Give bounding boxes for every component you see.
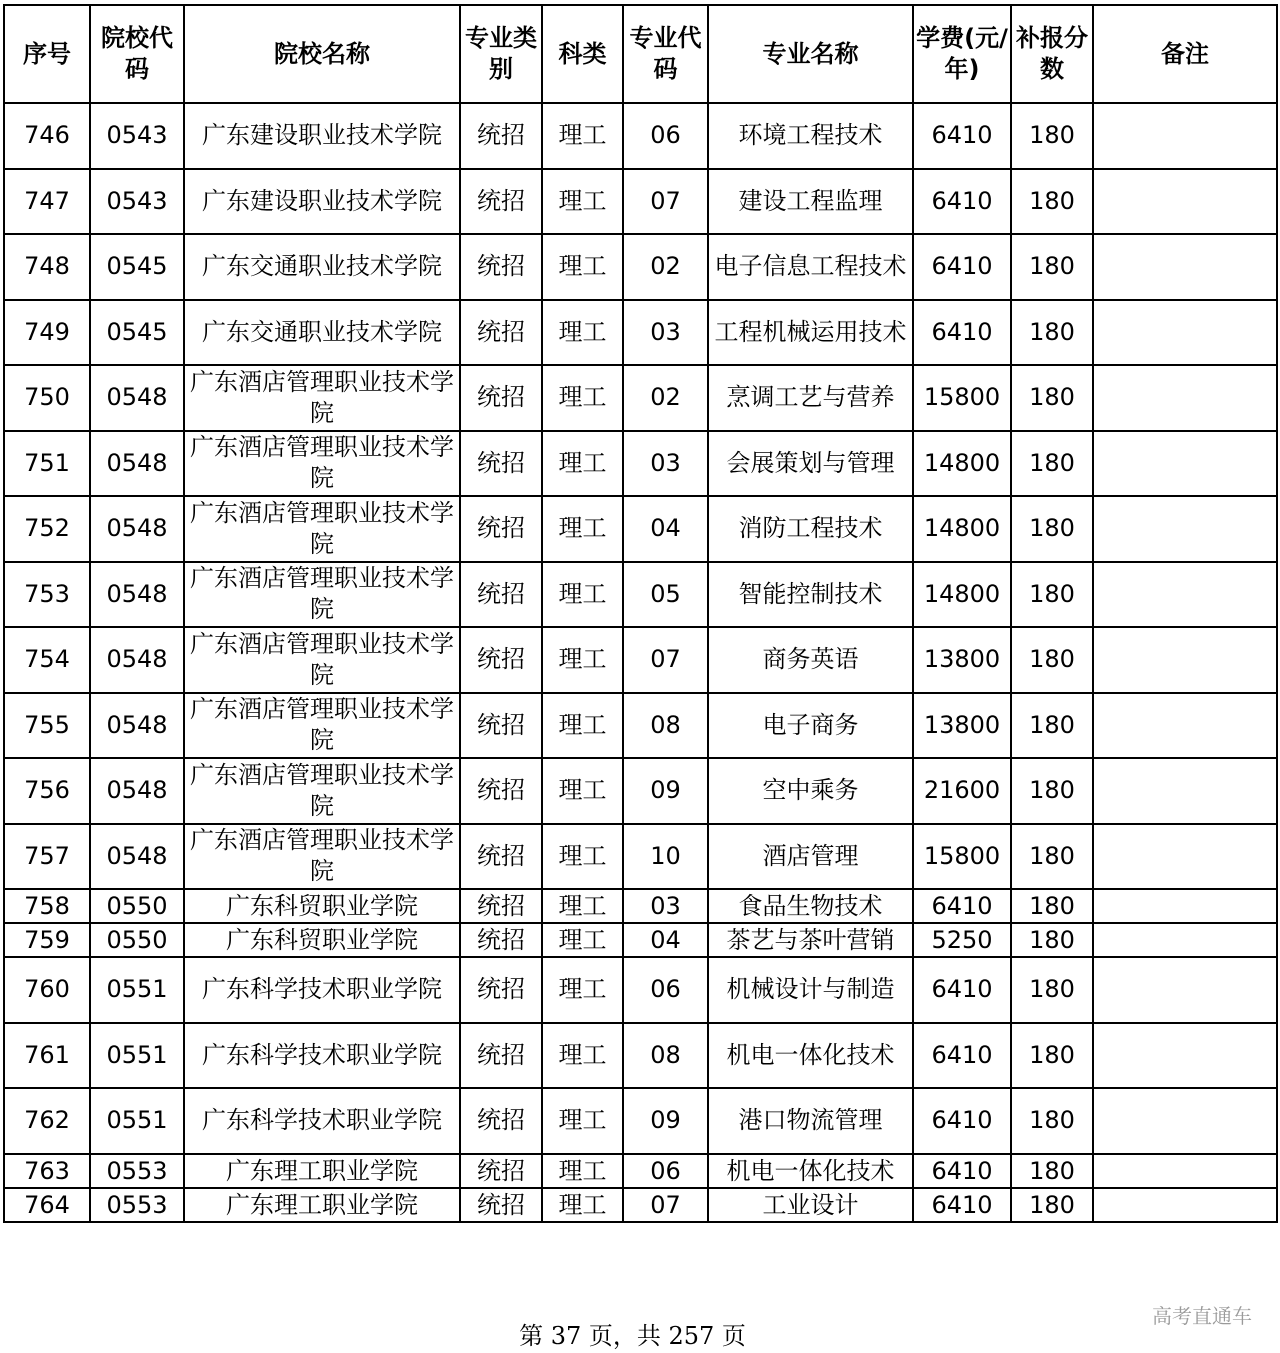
cell-category: 统招: [460, 1088, 542, 1154]
table-row: [4, 889, 1277, 923]
cell-track: 理工: [542, 923, 623, 957]
cell-major-name: 空中乘务: [708, 758, 913, 824]
cell-track: 理工: [542, 957, 623, 1023]
cell-tuition: 14800: [913, 562, 1011, 628]
cell-track: 理工: [542, 693, 623, 759]
table-row: [4, 627, 1277, 693]
cell-tuition: 6410: [913, 1088, 1011, 1154]
cell-tuition: 6410: [913, 169, 1011, 235]
cell-major-name: 环境工程技术: [708, 103, 913, 169]
cell-track: 理工: [542, 496, 623, 562]
cell-school-name: 广东酒店管理职业技术学院: [184, 627, 460, 693]
cell-category: 统招: [460, 693, 542, 759]
cell-major-name: 茶艺与茶叶营销: [708, 923, 913, 957]
cell-track: 理工: [542, 562, 623, 628]
cell-school-name: 广东酒店管理职业技术学院: [184, 562, 460, 628]
cell-seq: 758: [4, 889, 90, 923]
cell-major-name: 消防工程技术: [708, 496, 913, 562]
cell-tuition: 15800: [913, 824, 1011, 890]
cell-category: 统招: [460, 562, 542, 628]
cell-school-code: 0550: [90, 923, 184, 957]
cell-track: 理工: [542, 234, 623, 300]
table-row: [4, 169, 1277, 235]
cell-major-name: 商务英语: [708, 627, 913, 693]
cell-score: 180: [1011, 234, 1093, 300]
cell-category: 统招: [460, 103, 542, 169]
header-school-code: 院校代码: [90, 5, 184, 103]
cell-track: 理工: [542, 889, 623, 923]
cell-score: 180: [1011, 365, 1093, 431]
cell-score: 180: [1011, 1188, 1093, 1222]
cell-tuition: 13800: [913, 693, 1011, 759]
cell-seq: 750: [4, 365, 90, 431]
cell-seq: 763: [4, 1154, 90, 1188]
cell-major-code: 07: [623, 627, 708, 693]
cell-major-code: 09: [623, 1088, 708, 1154]
header-major-code: 专业代码: [623, 5, 708, 103]
cell-seq: 756: [4, 758, 90, 824]
cell-school-name: 广东酒店管理职业技术学院: [184, 693, 460, 759]
header-tuition: 学费(元/年): [913, 5, 1011, 103]
table-row: [4, 365, 1277, 431]
cell-major-code: 08: [623, 1023, 708, 1089]
cell-seq: 746: [4, 103, 90, 169]
cell-school-code: 0553: [90, 1188, 184, 1222]
cell-note: [1093, 627, 1277, 693]
cell-note: [1093, 957, 1277, 1023]
cell-seq: 757: [4, 824, 90, 890]
cell-major-code: 02: [623, 365, 708, 431]
cell-tuition: 6410: [913, 889, 1011, 923]
table-row: [4, 562, 1277, 628]
cell-score: 180: [1011, 169, 1093, 235]
cell-school-name: 广东理工职业学院: [184, 1154, 460, 1188]
cell-tuition: 21600: [913, 758, 1011, 824]
cell-major-name: 机械设计与制造: [708, 957, 913, 1023]
cell-score: 180: [1011, 496, 1093, 562]
table-row: [4, 300, 1277, 366]
cell-note: [1093, 431, 1277, 497]
cell-seq: 748: [4, 234, 90, 300]
cell-note: [1093, 1154, 1277, 1188]
cell-category: 统招: [460, 169, 542, 235]
cell-major-code: 09: [623, 758, 708, 824]
cell-track: 理工: [542, 1088, 623, 1154]
cell-seq: 751: [4, 431, 90, 497]
cell-category: 统招: [460, 234, 542, 300]
header-score: 补报分数: [1011, 5, 1093, 103]
cell-track: 理工: [542, 300, 623, 366]
cell-major-code: 06: [623, 1154, 708, 1188]
cell-note: [1093, 103, 1277, 169]
cell-track: 理工: [542, 169, 623, 235]
cell-tuition: 6410: [913, 1154, 1011, 1188]
cell-note: [1093, 758, 1277, 824]
cell-school-name: 广东酒店管理职业技术学院: [184, 431, 460, 497]
table-row: [4, 496, 1277, 562]
table-row: [4, 1188, 1277, 1222]
cell-major-name: 建设工程监理: [708, 169, 913, 235]
table-row: [4, 1023, 1277, 1089]
cell-score: 180: [1011, 824, 1093, 890]
cell-score: 180: [1011, 1023, 1093, 1089]
cell-major-code: 03: [623, 300, 708, 366]
cell-major-code: 02: [623, 234, 708, 300]
cell-tuition: 6410: [913, 300, 1011, 366]
cell-tuition: 6410: [913, 1188, 1011, 1222]
cell-category: 统招: [460, 627, 542, 693]
cell-note: [1093, 889, 1277, 923]
cell-category: 统招: [460, 365, 542, 431]
table-row: [4, 234, 1277, 300]
cell-seq: 755: [4, 693, 90, 759]
cell-track: 理工: [542, 627, 623, 693]
cell-major-name: 机电一体化技术: [708, 1023, 913, 1089]
cell-school-code: 0551: [90, 957, 184, 1023]
cell-score: 180: [1011, 693, 1093, 759]
cell-score: 180: [1011, 300, 1093, 366]
table-row: [4, 431, 1277, 497]
table-body: [4, 103, 1277, 1222]
table-row: [4, 693, 1277, 759]
cell-category: 统招: [460, 889, 542, 923]
cell-track: 理工: [542, 1188, 623, 1222]
cell-school-code: 0545: [90, 234, 184, 300]
cell-tuition: 6410: [913, 234, 1011, 300]
cell-major-code: 06: [623, 103, 708, 169]
cell-note: [1093, 923, 1277, 957]
admissions-table: [3, 4, 1278, 1223]
cell-track: 理工: [542, 1023, 623, 1089]
cell-major-name: 智能控制技术: [708, 562, 913, 628]
cell-school-name: 广东科贸职业学院: [184, 889, 460, 923]
cell-major-code: 04: [623, 923, 708, 957]
cell-score: 180: [1011, 1088, 1093, 1154]
cell-major-name: 酒店管理: [708, 824, 913, 890]
cell-school-name: 广东科学技术职业学院: [184, 1023, 460, 1089]
cell-school-code: 0543: [90, 103, 184, 169]
cell-major-code: 07: [623, 1188, 708, 1222]
table-row: [4, 923, 1277, 957]
cell-school-code: 0548: [90, 562, 184, 628]
header-note: 备注: [1093, 5, 1277, 103]
cell-score: 180: [1011, 758, 1093, 824]
cell-school-name: 广东酒店管理职业技术学院: [184, 824, 460, 890]
table-row: [4, 758, 1277, 824]
cell-major-name: 机电一体化技术: [708, 1154, 913, 1188]
cell-category: 统招: [460, 431, 542, 497]
header-category: 专业类别: [460, 5, 542, 103]
cell-school-code: 0543: [90, 169, 184, 235]
cell-school-code: 0548: [90, 627, 184, 693]
cell-seq: 749: [4, 300, 90, 366]
cell-major-code: 03: [623, 431, 708, 497]
cell-major-code: 08: [623, 693, 708, 759]
cell-school-code: 0548: [90, 496, 184, 562]
cell-school-code: 0548: [90, 431, 184, 497]
cell-school-code: 0548: [90, 824, 184, 890]
cell-note: [1093, 693, 1277, 759]
cell-school-name: 广东酒店管理职业技术学院: [184, 496, 460, 562]
cell-tuition: 6410: [913, 957, 1011, 1023]
cell-note: [1093, 1188, 1277, 1222]
cell-score: 180: [1011, 1154, 1093, 1188]
cell-seq: 754: [4, 627, 90, 693]
cell-seq: 761: [4, 1023, 90, 1089]
watermark: 高考直通车: [1152, 1304, 1252, 1328]
cell-category: 统招: [460, 1188, 542, 1222]
cell-track: 理工: [542, 431, 623, 497]
cell-major-code: 06: [623, 957, 708, 1023]
cell-tuition: 13800: [913, 627, 1011, 693]
cell-track: 理工: [542, 824, 623, 890]
cell-tuition: 6410: [913, 1023, 1011, 1089]
cell-tuition: 14800: [913, 431, 1011, 497]
table-row: [4, 957, 1277, 1023]
cell-major-code: 04: [623, 496, 708, 562]
cell-score: 180: [1011, 627, 1093, 693]
cell-note: [1093, 1088, 1277, 1154]
table-row: [4, 824, 1277, 890]
cell-major-name: 会展策划与管理: [708, 431, 913, 497]
cell-major-code: 10: [623, 824, 708, 890]
cell-score: 180: [1011, 431, 1093, 497]
cell-school-name: 广东交通职业技术学院: [184, 300, 460, 366]
cell-tuition: 5250: [913, 923, 1011, 957]
cell-major-name: 电子商务: [708, 693, 913, 759]
cell-school-name: 广东酒店管理职业技术学院: [184, 758, 460, 824]
cell-category: 统招: [460, 824, 542, 890]
header-major-name: 专业名称: [708, 5, 913, 103]
cell-seq: 759: [4, 923, 90, 957]
cell-track: 理工: [542, 758, 623, 824]
cell-major-name: 烹调工艺与营养: [708, 365, 913, 431]
cell-school-name: 广东建设职业技术学院: [184, 169, 460, 235]
cell-school-name: 广东酒店管理职业技术学院: [184, 365, 460, 431]
cell-school-name: 广东理工职业学院: [184, 1188, 460, 1222]
cell-note: [1093, 824, 1277, 890]
header-school-name: 院校名称: [184, 5, 460, 103]
cell-school-name: 广东科贸职业学院: [184, 923, 460, 957]
page-footer: 第 37 页，共 257 页: [519, 1322, 746, 1350]
table-row: [4, 103, 1277, 169]
cell-seq: 762: [4, 1088, 90, 1154]
cell-school-name: 广东科学技术职业学院: [184, 1088, 460, 1154]
cell-seq: 753: [4, 562, 90, 628]
cell-school-code: 0551: [90, 1023, 184, 1089]
header-seq: 序号: [4, 5, 90, 103]
cell-score: 180: [1011, 923, 1093, 957]
table-row: [4, 1154, 1277, 1188]
cell-category: 统招: [460, 1154, 542, 1188]
cell-track: 理工: [542, 103, 623, 169]
cell-school-name: 广东建设职业技术学院: [184, 103, 460, 169]
cell-major-name: 工程机械运用技术: [708, 300, 913, 366]
cell-school-code: 0545: [90, 300, 184, 366]
cell-category: 统招: [460, 923, 542, 957]
header-track: 科类: [542, 5, 623, 103]
cell-score: 180: [1011, 103, 1093, 169]
cell-tuition: 14800: [913, 496, 1011, 562]
cell-major-name: 工业设计: [708, 1188, 913, 1222]
cell-category: 统招: [460, 957, 542, 1023]
cell-note: [1093, 300, 1277, 366]
cell-major-code: 03: [623, 889, 708, 923]
cell-seq: 760: [4, 957, 90, 1023]
cell-major-name: 食品生物技术: [708, 889, 913, 923]
header-row: [4, 5, 1277, 103]
cell-note: [1093, 562, 1277, 628]
cell-major-name: 港口物流管理: [708, 1088, 913, 1154]
cell-major-name: 电子信息工程技术: [708, 234, 913, 300]
cell-track: 理工: [542, 1154, 623, 1188]
cell-category: 统招: [460, 1023, 542, 1089]
cell-seq: 764: [4, 1188, 90, 1222]
cell-note: [1093, 1023, 1277, 1089]
cell-score: 180: [1011, 562, 1093, 628]
cell-school-name: 广东科学技术职业学院: [184, 957, 460, 1023]
cell-score: 180: [1011, 889, 1093, 923]
cell-track: 理工: [542, 365, 623, 431]
cell-note: [1093, 169, 1277, 235]
cell-school-code: 0553: [90, 1154, 184, 1188]
cell-school-code: 0548: [90, 693, 184, 759]
cell-tuition: 6410: [913, 103, 1011, 169]
table-row: [4, 1088, 1277, 1154]
cell-school-code: 0551: [90, 1088, 184, 1154]
cell-school-code: 0548: [90, 758, 184, 824]
cell-school-code: 0548: [90, 365, 184, 431]
cell-school-name: 广东交通职业技术学院: [184, 234, 460, 300]
cell-tuition: 15800: [913, 365, 1011, 431]
cell-seq: 752: [4, 496, 90, 562]
cell-category: 统招: [460, 496, 542, 562]
cell-note: [1093, 365, 1277, 431]
cell-school-code: 0550: [90, 889, 184, 923]
cell-seq: 747: [4, 169, 90, 235]
cell-category: 统招: [460, 758, 542, 824]
cell-category: 统招: [460, 300, 542, 366]
cell-score: 180: [1011, 957, 1093, 1023]
cell-major-code: 05: [623, 562, 708, 628]
cell-major-code: 07: [623, 169, 708, 235]
cell-note: [1093, 234, 1277, 300]
cell-note: [1093, 496, 1277, 562]
